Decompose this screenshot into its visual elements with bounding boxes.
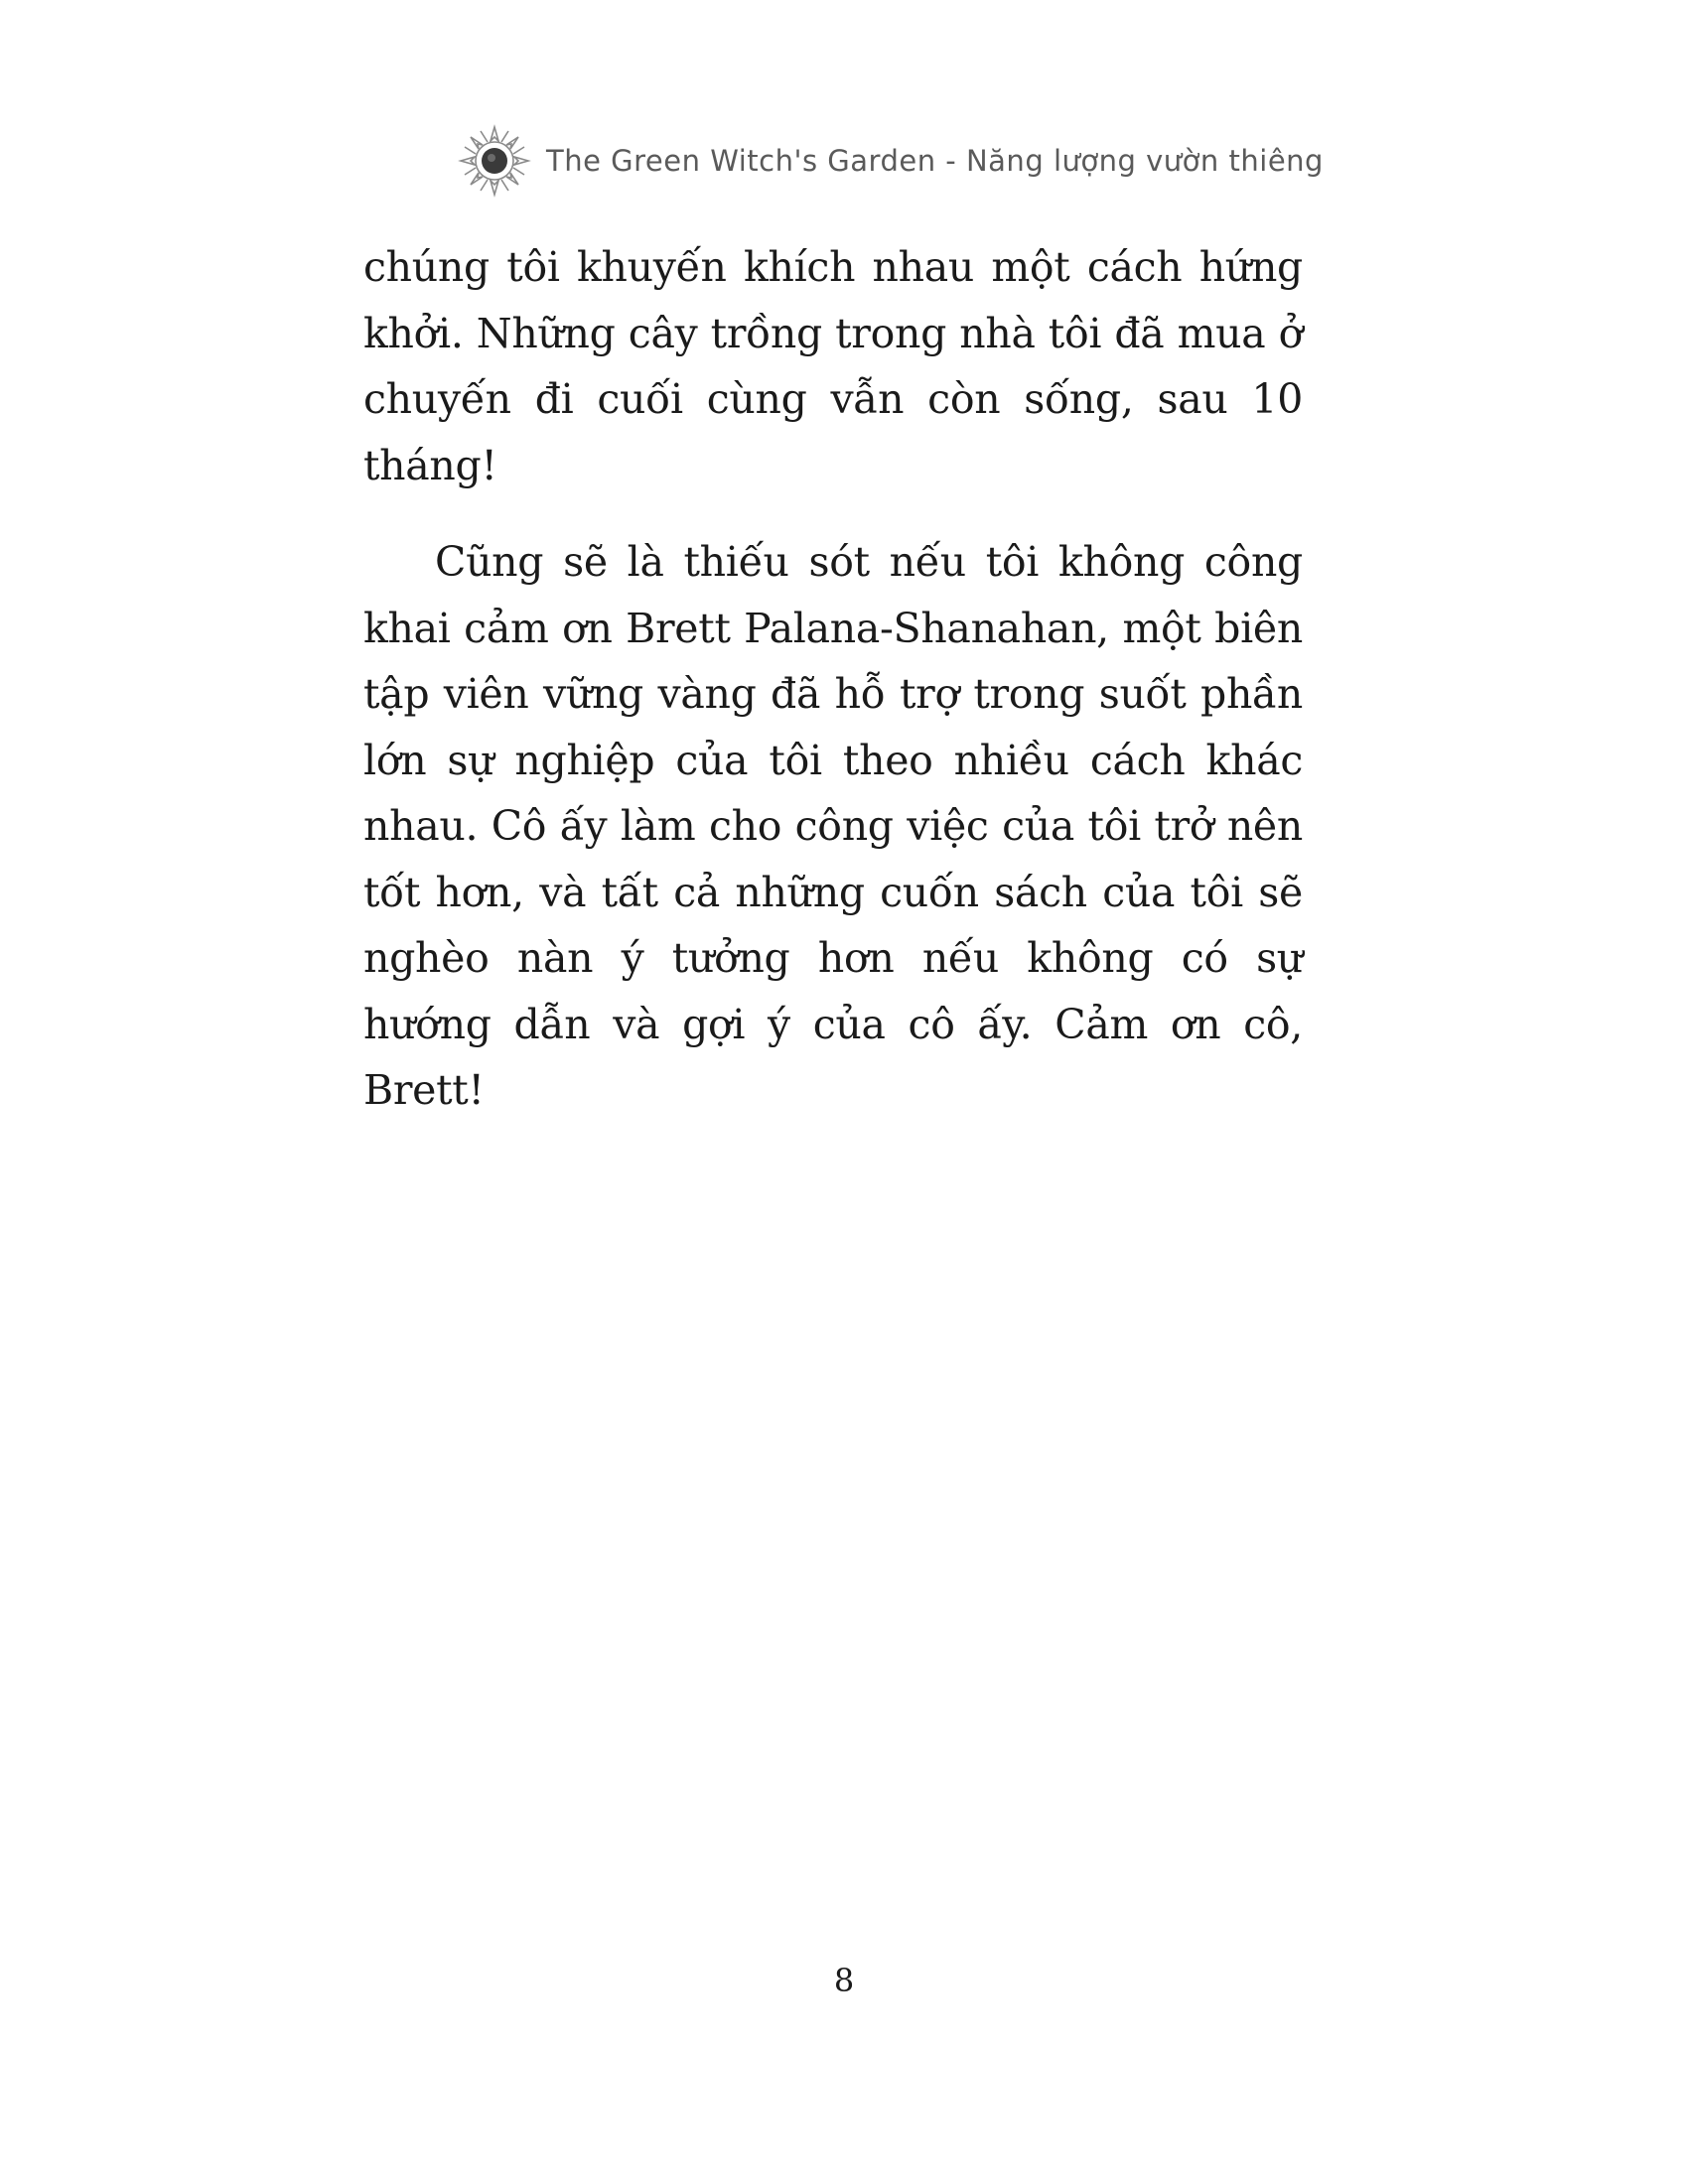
running-title: The Green Witch's Garden - Năng lượng vườn thiêng xyxy=(546,144,1324,178)
paragraph: chúng tôi khuyến khích nhau một cách hứng khởi. Những cây trồng trong nhà tôi đã mua ở chuyến đi cuối cùng vẫn còn sống, sau 10 tháng! xyxy=(363,243,1303,489)
running-header xyxy=(457,121,1324,201)
paragraph: Cũng sẽ là thiếu sót nếu tôi không công khai cảm ơn Brett Palana-Shanahan, một biên tập viên vững vàng đã hỗ trợ trong suốt phần lớn sự nghiệp của tôi theo nhiều cách khác nhau. Cô ấy làm cho công việc của tôi trở nên tốt hơn, và tất cả những cuốn sách của tôi sẽ nghèo nàn ý tưởng hơn nếu không có sự hướng dẫn và gợi ý của cô ấy. Cảm ơn cô, Brett! xyxy=(363,538,1303,1114)
page-number: 8 xyxy=(833,1962,855,1999)
body-text xyxy=(363,234,1303,1124)
sun-ornament-icon xyxy=(457,123,532,199)
